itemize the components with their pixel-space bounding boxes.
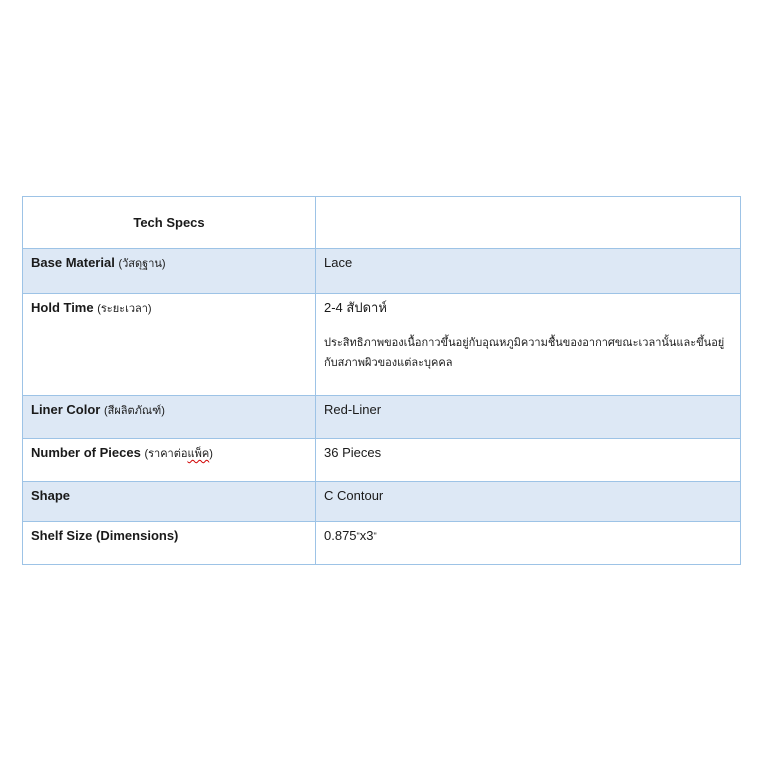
row-label-text: Liner Color (31, 402, 101, 417)
row-label-cell (23, 294, 316, 396)
row-label-text: Shape (31, 488, 71, 503)
row-label (23, 294, 315, 318)
row-value (316, 294, 740, 373)
table-row-liner-color (23, 396, 741, 439)
row-value: 36 Pieces (324, 445, 382, 460)
table-row-base-material (23, 249, 741, 294)
row-value-text: 2-4 สัปดาห์ (324, 300, 387, 315)
row-label-thai-part: ) (209, 448, 213, 460)
row-value-note: ประสิทธิภาพของเนื้อกาวขึ้นอยู่กับอุณหภูมิความชื้นของอากาศขณะเวลานั้นและขึ้นอยู่กับสภาพผิวของแต่ละบุคคล (324, 337, 725, 369)
table-title: Tech Specs (23, 197, 316, 249)
row-label-thai: (ระยะเวลา) (97, 303, 152, 315)
row-label-cell (23, 439, 316, 482)
row-value-cell (316, 439, 741, 482)
row-label-text: Hold Time (31, 300, 94, 315)
row-label-cell (23, 249, 316, 294)
row-label-dimensions: (Dimensions) (96, 528, 179, 543)
table-row-number-of-pieces (23, 439, 741, 482)
row-value-cell (316, 294, 741, 396)
row-label-thai: (สีผลิตภัณฑ์) (103, 405, 165, 417)
table-header-row (23, 197, 741, 249)
row-value-part: x3 (359, 528, 374, 543)
row-label-cell (23, 396, 316, 439)
row-value-cell (316, 396, 741, 439)
row-value: Lace (324, 255, 353, 270)
row-label-text: Base Material (31, 255, 115, 270)
inch-mark: " (373, 531, 377, 541)
row-label-thai-part: (ราคาต่อ (144, 448, 188, 460)
row-label-text: Number of Pieces (31, 445, 141, 460)
row-label-thai (144, 448, 212, 460)
row-label-cell (23, 522, 316, 565)
row-label (23, 249, 315, 273)
row-label (23, 439, 315, 463)
table-row-hold-time (23, 294, 741, 396)
table-row-shape (23, 482, 741, 522)
row-value-cell (316, 522, 741, 565)
inch-mark: " (356, 531, 360, 541)
row-value-part: 0.875 (324, 528, 357, 543)
row-label (23, 522, 315, 545)
row-label-text: Shelf Size (31, 528, 93, 543)
row-value: Red-Liner (324, 402, 382, 417)
row-value: C Contour (324, 488, 384, 503)
row-label (23, 482, 315, 506)
row-label-cell (23, 482, 316, 522)
row-value (316, 522, 740, 545)
table-row-shelf-size (23, 522, 741, 565)
row-value-cell (316, 482, 741, 522)
row-label (23, 396, 315, 420)
tech-specs-table (22, 196, 741, 565)
spellcheck-underlined-word: แพ็ค (187, 448, 210, 460)
row-value-cell (316, 249, 741, 294)
row-label-thai: (วัสดุฐาน) (118, 258, 166, 270)
table-header-empty-cell (316, 197, 741, 249)
